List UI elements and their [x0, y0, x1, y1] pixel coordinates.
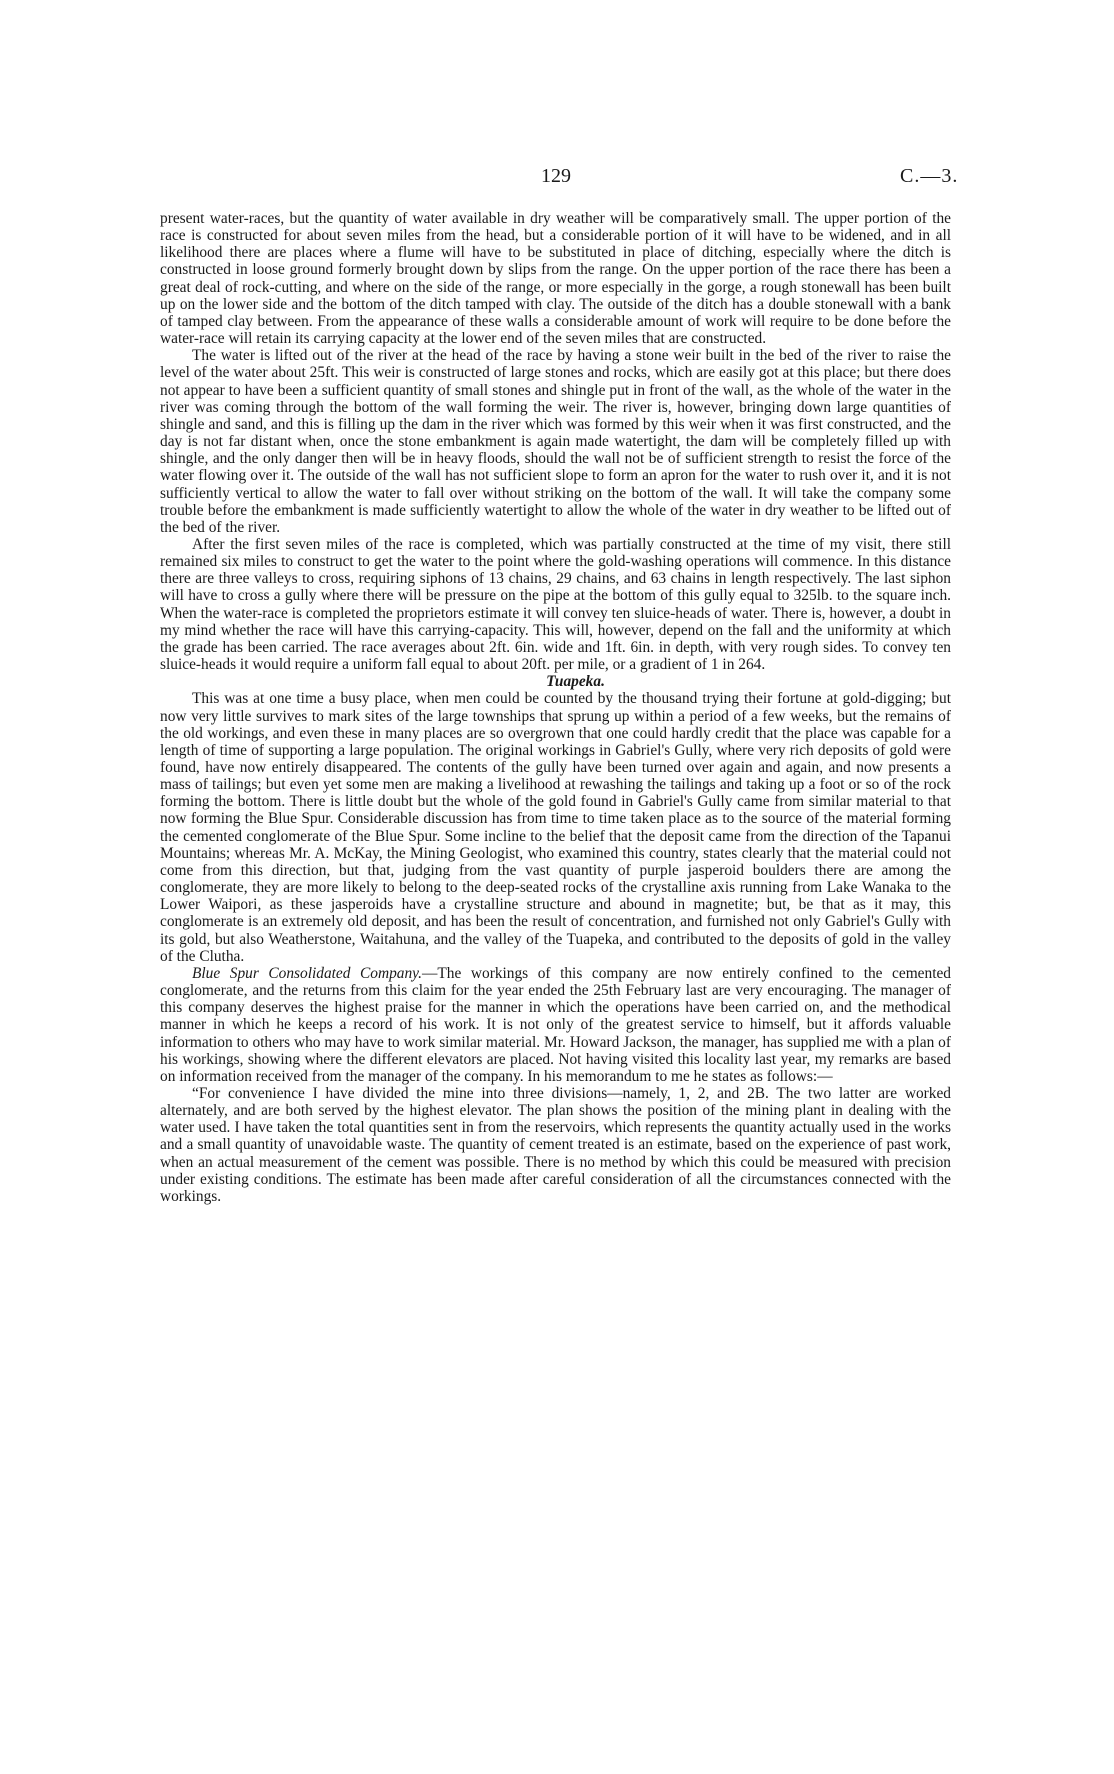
page-number: 129: [541, 165, 571, 187]
section-heading-tuapeka: Tuapeka.: [546, 673, 605, 691]
paragraph-siphons: After the first seven miles of the race is completed, which was partially constructed at the time of my visit, there still remained six miles to construct to get the water to the point where the gold-washing operations will commence. In this distance there are three valleys to cross, requiring siphons of 13 chains, 29 chains, and 63 chains in length respectively. The last siphon will have to cross a gully where there will be pressure on the pipe at the bottom of this gully equal to 325lb. to the square inch. When the water-race is completed the proprietors estimate it will convey ten sluice-heads of water. There is, however, a doubt in my mind whether the race will have this carrying-capacity. This will, however, depend on the fall and the uniformity at which the grade has been carried. The race averages about 2ft. 6in. wide and 1ft. 6in. in depth, with very rough sides. To convey ten sluice-heads it would require a uniform fall equal to about 20ft. per mile, or a gradient of 1 in 264.: [160, 535, 951, 674]
body-text: [160, 210, 951, 1205]
blue-spur-company-name: Blue Spur Consolidated Company.: [192, 964, 423, 982]
paragraph-weir: The water is lifted out of the river at the head of the race by having a stone weir built in the bed of the river to raise the level of the water about 25ft. This weir is constructed of large stones and rocks, which are easily got at this place; but there does not appear to have been a sufficient quantity of small stones and shingle put in front of the wall, as the whole of the water in the river was coming through the bottom of the wall forming the weir. The river is, however, bringing down large quantities of shingle and sand, and this is filling up the dam in the river which was formed by this weir when it was first constructed, and the day is not far distant when, once the stone embankment is again made watertight, the dam will be completely filled up with shingle, and the only danger then will be in heavy floods, should the wall not be of sufficient strength to resist the force of the water flowing over it. The outside of the wall has not sufficient slope to form an apron for the water to rush over it, and it is not sufficiently vertical to allow the water to fall over without striking on the bottom of the wall. It will take the company some trouble before the embankment is made sufficiently watertight to allow the whole of the water in dry weather to be lifted out of the bed of the river.: [160, 347, 951, 536]
paragraph-memorandum-quote: “For convenience I have divided the mine into three divisions—namely, 1, 2, and 2B. The two latter are worked alternately, and are both served by the highest elevator. The plan shows the position of the mining plant in dealing with the water used. I have taken the total quantities sent in from the reservoirs, which represents the quantity actually used in the works and a small quantity of unavoidable waste. The quantity of cement treated is an estimate, based on the experience of past work, when an actual measurement of the cement was possible. There is no method by which this could be measured with precision under existing conditions. The estimate has been made after careful consideration of all the circumstances connected with the workings.: [160, 1084, 951, 1205]
paragraph-tuapeka: This was at one time a busy place, when men could be counted by the thousand trying their fortune at gold-digging; but now very little survives to mark sites of the large townships that sprung up within a period of a few weeks, but the remains of the old workings, and even these in many places are so overgrown that one could hardly credit that the place was capable for a length of time of supporting a large population. The original workings in Gabriel's Gully, where very rich deposits of gold were found, have now entirely disappeared. The contents of the gully have been turned over again and again, and now presents a mass of tailings; but even yet some men are making a livelihood at rewashing the tailings and taking up a foot or so of the rock forming the bottom. There is little doubt but the whole of the gold found in Gabriel's Gully came from similar material to that now forming the Blue Spur. Considerable discussion has from time to time taken place as to the source of the material forming the cemented conglomerate of the Blue Spur. Some incline to the belief that the deposit came from the direction of the Tapanui Mountains; whereas Mr. A. McKay, the Mining Geologist, who examined this country, states clearly that the material could not come from this direction, but that, judging from the vast quantity of purple jasperoid boulders there are among the conglomerate, they are more likely to belong to the deep-seated rocks of the crystalline axis running from Lake Wanaka to the Lower Waipori, as these jasperoids have a crystalline structure and abound in magnetite; but, be that as it may, this conglomerate is an extremely old deposit, and has been the result of concentration, and furnished not only Gabriel's Gully with its gold, but also Weatherstone, Waitahuna, and the valley of the Tuapeka, and contributed to the deposits of gold in the valley of the Clutha.: [160, 690, 951, 965]
paragraph-blue-spur: [160, 965, 951, 1085]
document-reference: C.—3.: [900, 165, 959, 187]
blue-spur-text: —The workings of this company are now entirely confined to the cemented conglomerate, and the returns from this claim for the year ended the 25th February last are very encouraging. The manager of this company deserves the highest praise for the manner in which the operations have been carried on, and the methodical manner in which he keeps a record of his work. It is not only of the greatest service to himself, but it affords valuable information to others who may have to work similar material. Mr. Howard Jackson, the manager, has supplied me with a plan of his workings, showing where the different elevators are placed. Not having visited this locality last year, my remarks are based on information received from the manager of the company. In his memorandum to me he states as follows:—: [160, 964, 952, 1085]
paragraph-water-race: present water-races, but the quantity of water available in dry weather will be comparatively small. The upper portion of the race is constructed for about seven miles from the head, but a considerable portion of it will have to be widened, and in all likelihood there are places where a flume will have to be substituted in place of ditching, especially where the ditch is constructed in loose ground formerly brought down by slips from the range. On the upper portion of the race there has been a great deal of rock-cutting, and where on the side of the range, or more especially in the gorge, a rough stonewall has been built up on the lower side and the bottom of the ditch tamped with clay. The outside of the ditch has a double stonewall with a bank of tamped clay between. From the appearance of these walls a considerable amount of work will require to be done before the water-race will retain its carrying capacity at the lower end of the seven miles that are constructed.: [160, 210, 951, 348]
